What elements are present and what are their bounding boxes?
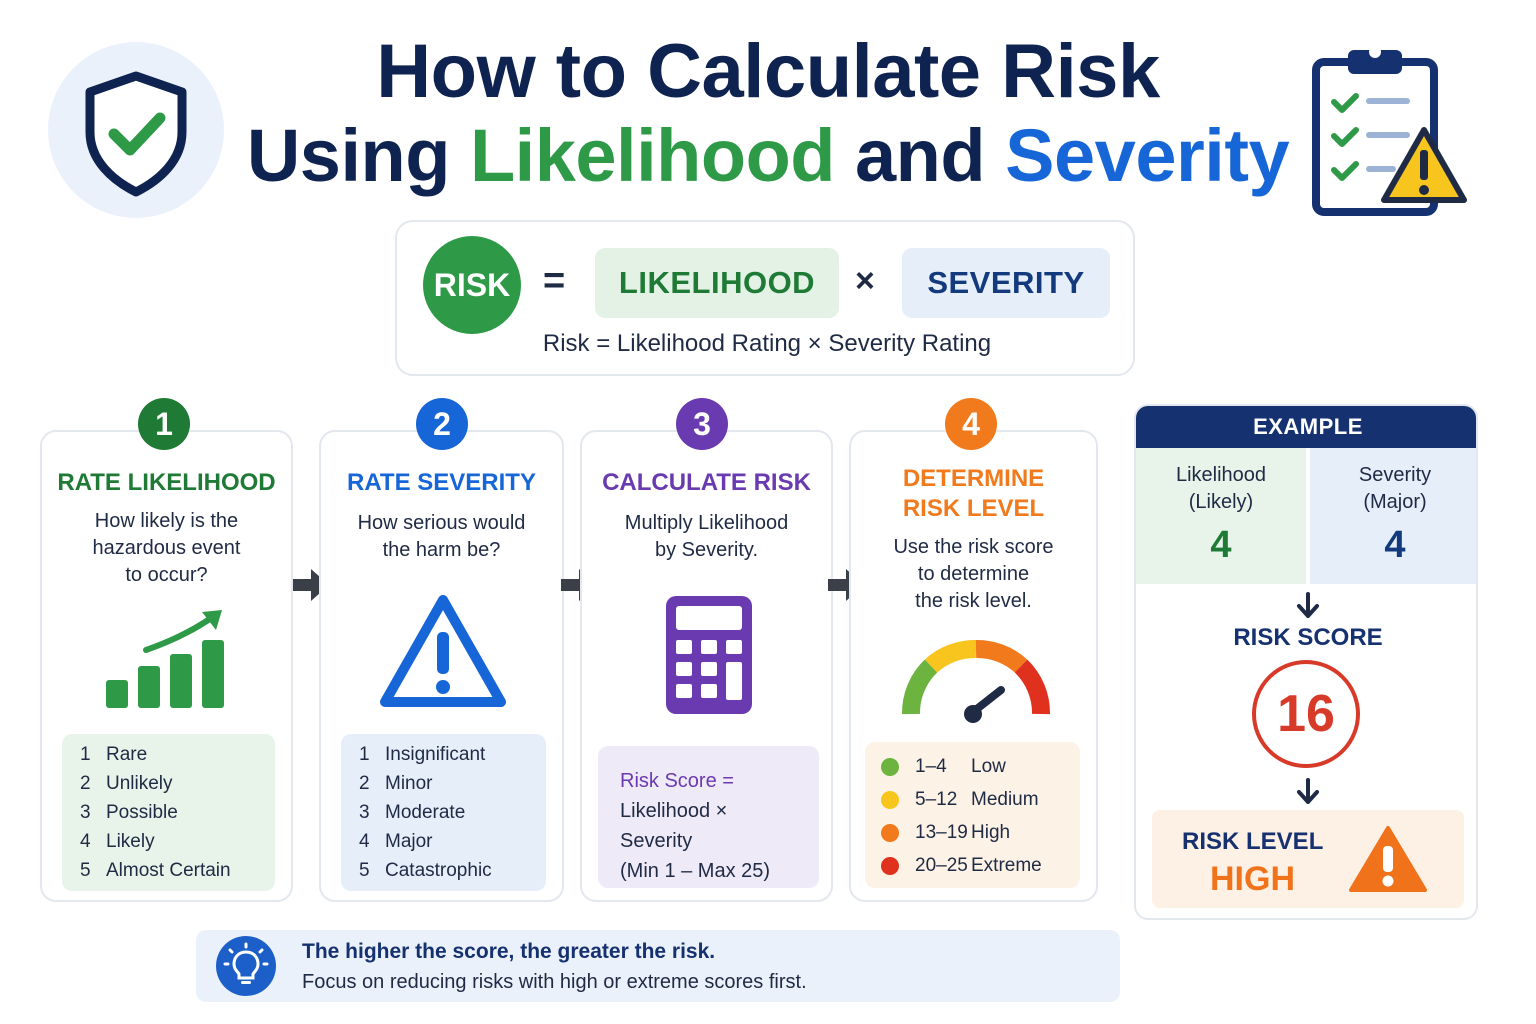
equals-sign: = [543, 260, 566, 302]
step-title: CALCULATE RISK [602, 469, 811, 496]
label-line: Severity [1358, 464, 1432, 486]
label-line: (Major) [1363, 491, 1427, 513]
scale-label: Rare [106, 744, 148, 765]
example-likelihood-value: 4 [1210, 524, 1232, 566]
scale-label: Moderate [385, 802, 466, 823]
shield-badge [48, 42, 224, 218]
risk-score-label: RISK SCORE [1233, 624, 1383, 651]
step-title: RATE SEVERITY [347, 469, 536, 496]
scale-number: 3 [359, 802, 370, 823]
scale-label: Insignificant [385, 744, 486, 765]
example-header: EXAMPLE [1136, 406, 1478, 448]
level-label: Low [971, 756, 1006, 777]
scale-row [359, 798, 528, 827]
scale-row [80, 740, 257, 769]
example-likelihood-label [1136, 462, 1306, 516]
step-card-calculate [580, 430, 833, 902]
label-line: Likelihood [1175, 464, 1267, 486]
step-title: RATE LIKELIHOOD [57, 469, 276, 496]
level-range: 1–4 [915, 756, 947, 777]
level-dot [881, 791, 899, 809]
scale-row [359, 827, 528, 856]
level-range: 20–25 [915, 855, 968, 876]
scale-label: Possible [106, 802, 178, 823]
level-label: Extreme [971, 855, 1042, 876]
calc-line: (Min 1 – Max 25) [620, 860, 771, 882]
scale-number: 4 [80, 831, 91, 852]
likelihood-scale [62, 734, 275, 891]
step-card-risk-level [849, 430, 1098, 902]
step-description [582, 510, 831, 564]
desc-line: Use the risk score [893, 536, 1054, 558]
step-title [851, 464, 1096, 524]
likelihood-pill: LIKELIHOOD [595, 248, 839, 318]
bar-chart-growth-icon [102, 602, 232, 712]
scale-number: 1 [359, 744, 370, 765]
scale-number: 2 [359, 773, 370, 794]
step-description [42, 508, 291, 589]
step-badge-4: 4 [945, 398, 997, 450]
scale-row [80, 769, 257, 798]
scale-label: Major [385, 831, 433, 852]
risk-level-label: RISK LEVEL [1182, 828, 1324, 855]
calc-line: Likelihood × Severity [620, 800, 728, 852]
clipboard-illustration [1304, 40, 1474, 220]
level-row-extreme [881, 849, 1064, 882]
level-dot [881, 824, 899, 842]
scale-label: Likely [106, 831, 155, 852]
tip-icon-circle [216, 936, 276, 996]
scale-number: 5 [80, 860, 91, 881]
title-line-1: How to Calculate Risk [376, 29, 1160, 114]
arrow-down-icon [1296, 778, 1320, 806]
desc-line: the risk level. [915, 590, 1032, 612]
desc-line: hazardous event [92, 537, 241, 559]
scale-row [80, 827, 257, 856]
example-severity-value: 4 [1384, 524, 1406, 566]
scale-label: Minor [385, 773, 433, 794]
step-badge-1: 1 [138, 398, 190, 450]
times-sign: × [855, 262, 875, 300]
risk-level-value: HIGH [1210, 860, 1295, 898]
level-row-high [881, 816, 1064, 849]
step-card-likelihood [40, 430, 293, 902]
formula-panel [395, 220, 1135, 376]
risk-circle: RISK [423, 236, 521, 334]
scale-label: Almost Certain [106, 860, 231, 881]
scale-number: 3 [80, 802, 91, 823]
scale-row [80, 798, 257, 827]
scale-row [359, 856, 528, 885]
warning-triangle-icon [379, 592, 507, 710]
step-description [851, 534, 1096, 615]
scale-label: Unlikely [106, 773, 173, 794]
risk-score-formula-box [598, 746, 819, 888]
scale-number: 1 [80, 744, 91, 765]
title-line: RISK LEVEL [902, 495, 1045, 522]
scale-row [359, 740, 528, 769]
risk-score-value: 16 [1252, 660, 1360, 768]
desc-line: How serious would [357, 512, 526, 534]
page-title [240, 30, 1296, 198]
severity-pill: SEVERITY [902, 248, 1110, 318]
scale-number: 2 [80, 773, 91, 794]
example-severity [1310, 448, 1478, 584]
step-badge-2: 2 [416, 398, 468, 450]
calc-line: Risk Score = [620, 770, 734, 792]
clipboard-warning-icon [1304, 40, 1474, 220]
step-description [321, 510, 562, 564]
risk-level-legend [865, 742, 1080, 888]
level-range: 5–12 [915, 789, 958, 810]
lightbulb-icon [216, 936, 276, 996]
gauge-icon [901, 636, 1051, 726]
scale-row [80, 856, 257, 885]
desc-line: to occur? [125, 564, 208, 586]
title-and: and [834, 114, 1006, 197]
title-severity: Severity [1005, 114, 1290, 197]
step-badge-3: 3 [676, 398, 728, 450]
formula-subtitle: Risk = Likelihood Rating × Severity Rating [542, 330, 992, 357]
title-line-2 [240, 114, 1296, 198]
level-range: 13–19 [915, 822, 968, 843]
level-row-low [881, 750, 1064, 783]
desc-line: the harm be? [382, 539, 501, 561]
step-card-severity [319, 430, 564, 902]
severity-scale [341, 734, 546, 891]
tip-banner [196, 930, 1120, 1002]
title-line: DETERMINE [902, 465, 1045, 492]
risk-level-box [1152, 810, 1464, 908]
example-likelihood [1136, 448, 1306, 584]
desc-line: to determine [917, 563, 1030, 585]
title-likelihood: Likelihood [469, 114, 835, 197]
warning-icon [1348, 824, 1428, 894]
scale-row [359, 769, 528, 798]
scale-label: Catastrophic [385, 860, 492, 881]
level-label: High [971, 822, 1011, 843]
level-label: Medium [971, 789, 1039, 810]
desc-line: Multiply Likelihood [624, 512, 789, 534]
desc-line: by Severity. [655, 539, 758, 561]
label-line: (Likely) [1188, 491, 1254, 513]
title-prefix: Using [246, 114, 470, 197]
arrow-down-icon [1296, 592, 1320, 620]
calculator-icon [664, 594, 754, 716]
tip-body: Focus on reducing risks with high or extreme scores first. [302, 971, 807, 993]
level-row-medium [881, 783, 1064, 816]
tip-headline: The higher the score, the greater the risk. [302, 940, 716, 963]
scale-number: 4 [359, 831, 370, 852]
desc-line: How likely is the [94, 510, 239, 532]
level-dot [881, 857, 899, 875]
example-panel [1134, 404, 1478, 920]
shield-check-icon [48, 42, 224, 218]
scale-number: 5 [359, 860, 370, 881]
example-severity-label [1310, 462, 1478, 516]
level-dot [881, 758, 899, 776]
